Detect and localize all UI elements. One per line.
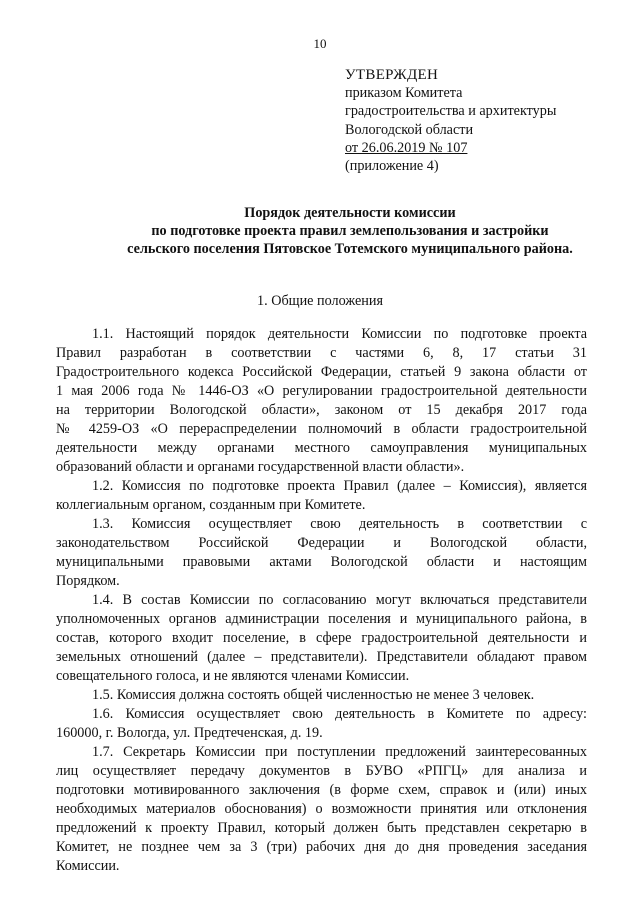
paragraph-line: земельных отношений (далее – представители). Представители обладают правом [56, 649, 587, 665]
paragraph-line: лиц осуществляет передачу документов в БУВО «РПГЦ» для анализа и [56, 763, 587, 779]
paragraph-line: уполномоченных органов администрации поселения и муниципального района, в [56, 611, 587, 627]
paragraph-line: подготовки мотивированного заключения (в форме схем, справок и (или) иных [56, 782, 587, 798]
document-title-line: сельского поселения Пятовское Тотемского муниципального района. [127, 241, 573, 258]
paragraph-line: 1.1. Настоящий порядок деятельности Комиссии по подготовке проекта [92, 326, 587, 342]
paragraph-line: деятельности между органами местного самоуправления муниципальных [56, 440, 587, 456]
section-heading: 1. Общие положения [257, 293, 383, 309]
paragraph-line: Правил разработан в соответствии с частями 6, 8, 17 статьи 31 [56, 345, 587, 361]
paragraph [56, 686, 587, 705]
paragraph-line: образований области и органами государственной власти области». [56, 459, 465, 475]
paragraph-line: на территории Вологодской области», законом от 15 декабря 2017 года [56, 402, 587, 418]
approval-date: от 26.06.2019 № 107 [345, 139, 468, 156]
paragraph-line: муниципальными правовыми актами Вологодской области и настоящим [56, 554, 587, 570]
paragraph [56, 743, 587, 876]
approval-title: УТВЕРЖДЕН [345, 67, 439, 83]
page-number: 10 [313, 36, 327, 51]
paragraph-line: законодательством Российской Федерации и Вологодской области, [56, 535, 587, 551]
document-title-line: по подготовке проекта правил землепользования и застройки [151, 223, 549, 240]
approval-line: градостроительства и архитектуры [345, 103, 557, 120]
paragraph [56, 515, 587, 591]
approval-line: Вологодской области [345, 121, 474, 138]
paragraph-line: 1.4. В состав Комиссии по согласованию могут включаться представители [92, 592, 587, 608]
paragraph-line: необходимых материалов обоснования) о возможности принятия или отклонения [56, 801, 587, 817]
paragraph-line: 1.5. Комиссия должна состоять общей численностью не менее 3 человек. [92, 687, 535, 703]
paragraph-line: № 4259-ОЗ «О перераспределении полномочий в области градостроительной [56, 421, 587, 437]
approval-stamp [345, 66, 556, 175]
paragraph-line: 160000, г. Вологда, ул. Предтеченская, д. 19. [56, 725, 323, 741]
paragraph-line: 1.6. Комиссия осуществляет свою деятельность в Комитете по адресу: [92, 706, 587, 722]
paragraph-line: Порядком. [56, 573, 120, 589]
paragraph [56, 477, 587, 515]
paragraph-line: совещательного голоса, и не являются членами Комиссии. [56, 668, 410, 684]
paragraph-line: 1 мая 2006 года № 1446-ОЗ «О регулировании градостроительной деятельности [56, 383, 587, 399]
document-body [56, 325, 587, 876]
approval-appendix: (приложение 4) [345, 158, 439, 175]
approval-line: приказом Комитета [345, 85, 463, 102]
paragraph-line: 1.2. Комиссия по подготовке проекта Правил (далее – Комиссия), является [92, 478, 587, 494]
paragraph-line: состав, которого входит поселение, в сфере градостроительной деятельности и [56, 630, 587, 646]
paragraph-line: 1.3. Комиссия осуществляет свою деятельность в соответствии с [92, 516, 587, 532]
document-title-line: Порядок деятельности комиссии [244, 205, 456, 221]
paragraph-line: Комиссии. [56, 858, 120, 874]
paragraph [56, 591, 587, 686]
paragraph-line: коллегиальным органом, созданным при Комитете. [56, 497, 366, 513]
paragraph [56, 705, 587, 743]
document-title [50, 204, 640, 259]
paragraph [56, 325, 587, 477]
paragraph-line: 1.7. Секретарь Комиссии при поступлении предложений заинтересованных [92, 744, 587, 760]
paragraph-line: предложений к проекту Правил, который должен быть представлен секретарю в [56, 820, 587, 836]
paragraph-line: Градостроительного кодекса Российской Федерации, статьей 9 закона области от [56, 364, 587, 380]
paragraph-line: Комитет, не позднее чем за 3 (три) рабочих дня до дня проведения заседания [56, 839, 587, 855]
